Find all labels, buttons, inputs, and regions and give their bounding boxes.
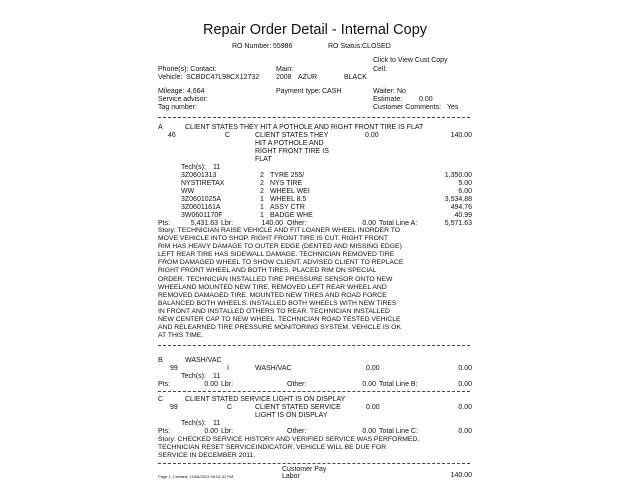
payment-type-value: CASH <box>322 88 342 95</box>
story-line: AT THIS TIME. <box>158 332 204 340</box>
line-b-hours: 0.00 <box>366 365 380 372</box>
line-b-type: I <box>227 365 229 372</box>
line-a-pts: 5,431.63 <box>190 220 218 227</box>
story-line: ORDER. TECHNICIAN INSTALLED TIRE PRESSURE SENSOR ONTO NEW <box>158 275 393 283</box>
phones-label: Phone(s): Contact: <box>158 66 217 73</box>
line-a-description: CLIENT STATES THEY HIT A POTHOLE AND RIGHT FRONT TIRE IS FLAT <box>185 124 424 131</box>
line-a-letter: A <box>158 124 163 131</box>
part-desc: BADGE WHE <box>270 212 313 219</box>
tag-number-label: Tag number: <box>158 104 197 111</box>
separator <box>158 345 470 346</box>
part-number: WW <box>181 188 195 195</box>
line-b-pts-label: Pts: <box>158 381 171 388</box>
line-b-desc-line: WASH/VAC <box>255 365 292 372</box>
story-line: WHEELAND MOUNTED NEW TIRE. REMOVED LEFT REAR WHEEL AND <box>158 283 387 291</box>
line-b-lbr-label: Lbr: <box>221 381 234 388</box>
story-line: SERVICE IN DECEMBER 2011. <box>158 452 256 460</box>
line-b-tech: 11 <box>213 373 221 380</box>
line-c-type: C <box>227 404 233 411</box>
line-c-total-label: Total Line C: <box>379 428 418 435</box>
main-label: Main: <box>276 66 294 73</box>
part-amount: 40.99 <box>454 212 472 219</box>
line-a-total: 5,571.63 <box>444 220 472 227</box>
part-number: 3Z0601313 <box>181 172 217 179</box>
line-c-tech-label: Tech(s): <box>181 420 206 427</box>
line-c-lbr-label: Lbr: <box>221 428 234 435</box>
story-line: NEW CENTER CAP TO NEW WHEEL. TECHNICIAN ROAD TESTED VEHICLE <box>158 316 401 324</box>
part-desc: NYS TIRE <box>270 180 303 187</box>
line-a-tech-label: Tech(s): <box>181 164 206 171</box>
line-c-other-label: Other: <box>287 428 307 435</box>
story-line: BALANCED BOTH WHEELS. INSTALLED BOTH WHEELS WITH NEW TIRES <box>158 299 397 307</box>
line-b-amount: 0.00 <box>458 365 472 372</box>
line-b-op-code: 99 <box>170 365 178 372</box>
estimate-value: 0.00 <box>419 96 433 103</box>
line-a-desc-line: CLIENT STATES THEY <box>255 132 329 139</box>
cell-label: Cell: <box>373 66 388 73</box>
ro-status: CLOSED <box>362 43 391 50</box>
part-amount: 5.00 <box>458 180 472 187</box>
part-amount: 3,534.88 <box>444 196 472 203</box>
line-a-hours: 0.00 <box>365 132 379 139</box>
line-b-total: 0.00 <box>458 381 472 388</box>
customer-comments-label: Customer Comments: <box>373 104 442 111</box>
line-a-lbr-label: Lbr: <box>221 220 234 227</box>
line-a-tech: 11 <box>213 164 221 171</box>
mileage-value: 4,664 <box>187 88 205 95</box>
part-qty: 2 <box>260 188 264 195</box>
story-line: AND RELEARNED TIRE PRESSURE MONITORING SYSTEM. VEHICLE IS OK <box>158 324 401 332</box>
service-advisor-label: Service advisor: <box>158 96 208 103</box>
line-b-letter: B <box>158 357 163 364</box>
line-a-other-label: Other: <box>287 220 307 227</box>
ro-number-label: RO Number: <box>232 43 272 50</box>
line-a-story <box>158 227 474 340</box>
vehicle-label: Vehicle: <box>158 74 183 81</box>
payment-type-label: Payment type: <box>276 88 321 95</box>
line-c-tech: 11 <box>213 420 221 427</box>
story-line: FROM DAMAGED WHEEL TO SHOW CLIENT. ADVISED CLIENT TO REPLACE <box>158 259 404 267</box>
line-a-op-code: 46 <box>168 132 176 139</box>
waiter-label: Waiter: <box>373 88 395 95</box>
vehicle-color: BLACK <box>344 74 367 81</box>
part-desc: TYRE 255/ <box>270 172 305 179</box>
customer-comments-value: Yes <box>447 104 459 111</box>
part-desc: WHEEL 8.5 <box>270 196 307 203</box>
story-line: Story: CHECKED SERVICE HISTORY AND VERIFIED SERVICE WAS PERFORMED. <box>158 436 420 443</box>
line-b-total-label: Total Line B: <box>379 381 418 388</box>
vehicle-vin: SCBDC47L98CX12732 <box>186 74 260 81</box>
part-number: 3Z0601025A <box>181 196 222 203</box>
line-c-desc-line: CLIENT STATED SERVICE <box>255 404 341 411</box>
story-line: REMOVED DAMAGED TIRE. MOUNTED NEW TIRES AND ROAD FORCE <box>158 291 387 299</box>
line-c-desc-line: LIGHT IS ON DISPLAY <box>255 412 328 419</box>
line-c-total: 0.00 <box>458 428 472 435</box>
page-footer: Page 1, Created: 12/06/2013 06:24:31 PM <box>158 474 234 479</box>
mileage-label: Mileage: <box>158 88 185 95</box>
vehicle-year: 2008 <box>276 74 292 81</box>
line-a-desc-line: HIT A POTHOLE AND <box>255 140 324 147</box>
ro-status-label: RO Status: <box>328 43 363 50</box>
line-b-tech-label: Tech(s): <box>181 373 206 380</box>
story-line: RIGHT FRONT WHEEL AND BOTH TIRES. PLACED RIM ON SPECIAL <box>158 267 377 275</box>
line-a-other: 0.00 <box>362 220 376 227</box>
part-amount: 1,350.00 <box>444 172 472 179</box>
part-qty: 2 <box>260 180 264 187</box>
story-line: RIM HAS HEAVY DAMAGE TO OUTER EDGE (DENTED AND MISSING EDGE) <box>158 243 402 251</box>
line-a-pts-label: Pts: <box>158 220 171 227</box>
line-b-other: 0.00 <box>362 381 376 388</box>
customer-pay-label: Customer Pay <box>282 466 327 473</box>
line-b-pts: 0.00 <box>204 381 218 388</box>
separator <box>158 463 470 464</box>
story-line: Story: TECHNICIAN RAISE VEHICLE AND FIT LOANER WHEEL INORDER TO <box>158 227 401 234</box>
page-title: Repair Order Detail - Internal Copy <box>203 22 428 38</box>
story-line: LEFT REAR TIRE HAS SIDEWALL DAMAGE. TECHNICIAN REMOVED TIRE <box>158 251 395 259</box>
labor-amount: 140.00 <box>450 472 472 479</box>
line-a-amount: 140.00 <box>450 132 472 139</box>
line-b-other-label: Other: <box>287 381 307 388</box>
part-number: 3Z0601161A <box>181 204 221 211</box>
part-qty: 2 <box>260 172 264 179</box>
story-line: IN FRONT AND INSTALLED OTHERS TO REAR. TECHNICIAN INSTALLED <box>158 307 390 315</box>
part-desc: ASSY CTR <box>270 204 305 211</box>
part-qty: 1 <box>260 196 264 203</box>
line-c-amount: 0.00 <box>458 404 472 411</box>
waiter-value: No <box>397 88 406 95</box>
line-b-description: WASH/VAC <box>185 357 222 364</box>
part-qty: 1 <box>260 204 264 211</box>
part-amount: 6.00 <box>458 188 472 195</box>
line-c-pts-label: Pts: <box>158 428 171 435</box>
line-c-description: CLIENT STATED SERVICE LIGHT IS ON DISPLAY <box>185 396 346 403</box>
part-desc: WHEEL WEI <box>270 188 310 195</box>
line-c-other: 0.00 <box>362 428 376 435</box>
line-a-desc-line: FLAT <box>255 156 272 163</box>
view-customer-copy-link[interactable]: Click to View Cust Copy <box>373 57 448 64</box>
separator <box>158 117 470 118</box>
vehicle-make: AZUR <box>298 74 318 81</box>
line-c-op-code: 99 <box>170 404 178 411</box>
ro-number: 55986 <box>273 43 293 50</box>
labor-label: Labor <box>282 473 300 480</box>
line-c-story <box>158 436 474 460</box>
estimate-label: Estimate: <box>373 96 403 103</box>
line-a-desc-line: RIGHT FRONT TIRE IS <box>255 148 329 155</box>
line-c-letter: C <box>158 396 164 403</box>
separator <box>158 391 470 392</box>
line-a-type: C <box>225 132 231 139</box>
part-qty: 1 <box>260 212 264 219</box>
story-line: MOVE VEHICLE INTO SHOP. RIGHT FRONT TIRE IS CUT. RIGHT FRONT <box>158 235 388 243</box>
part-number: 3W0601170F <box>181 212 223 219</box>
part-amount: 494.76 <box>450 204 472 211</box>
line-a-lbr: 140.00 <box>261 220 283 227</box>
line-a-total-label: Total Line A: <box>379 220 418 227</box>
line-c-hours: 0.00 <box>366 404 380 411</box>
line-c-pts: 0.00 <box>204 428 218 435</box>
part-number: NYSTIRETAX <box>181 180 225 187</box>
story-line: TECHNICIAN RESET SERVICEINDICATOR. VEHICLE WILL BE DUE FOR <box>158 444 387 452</box>
